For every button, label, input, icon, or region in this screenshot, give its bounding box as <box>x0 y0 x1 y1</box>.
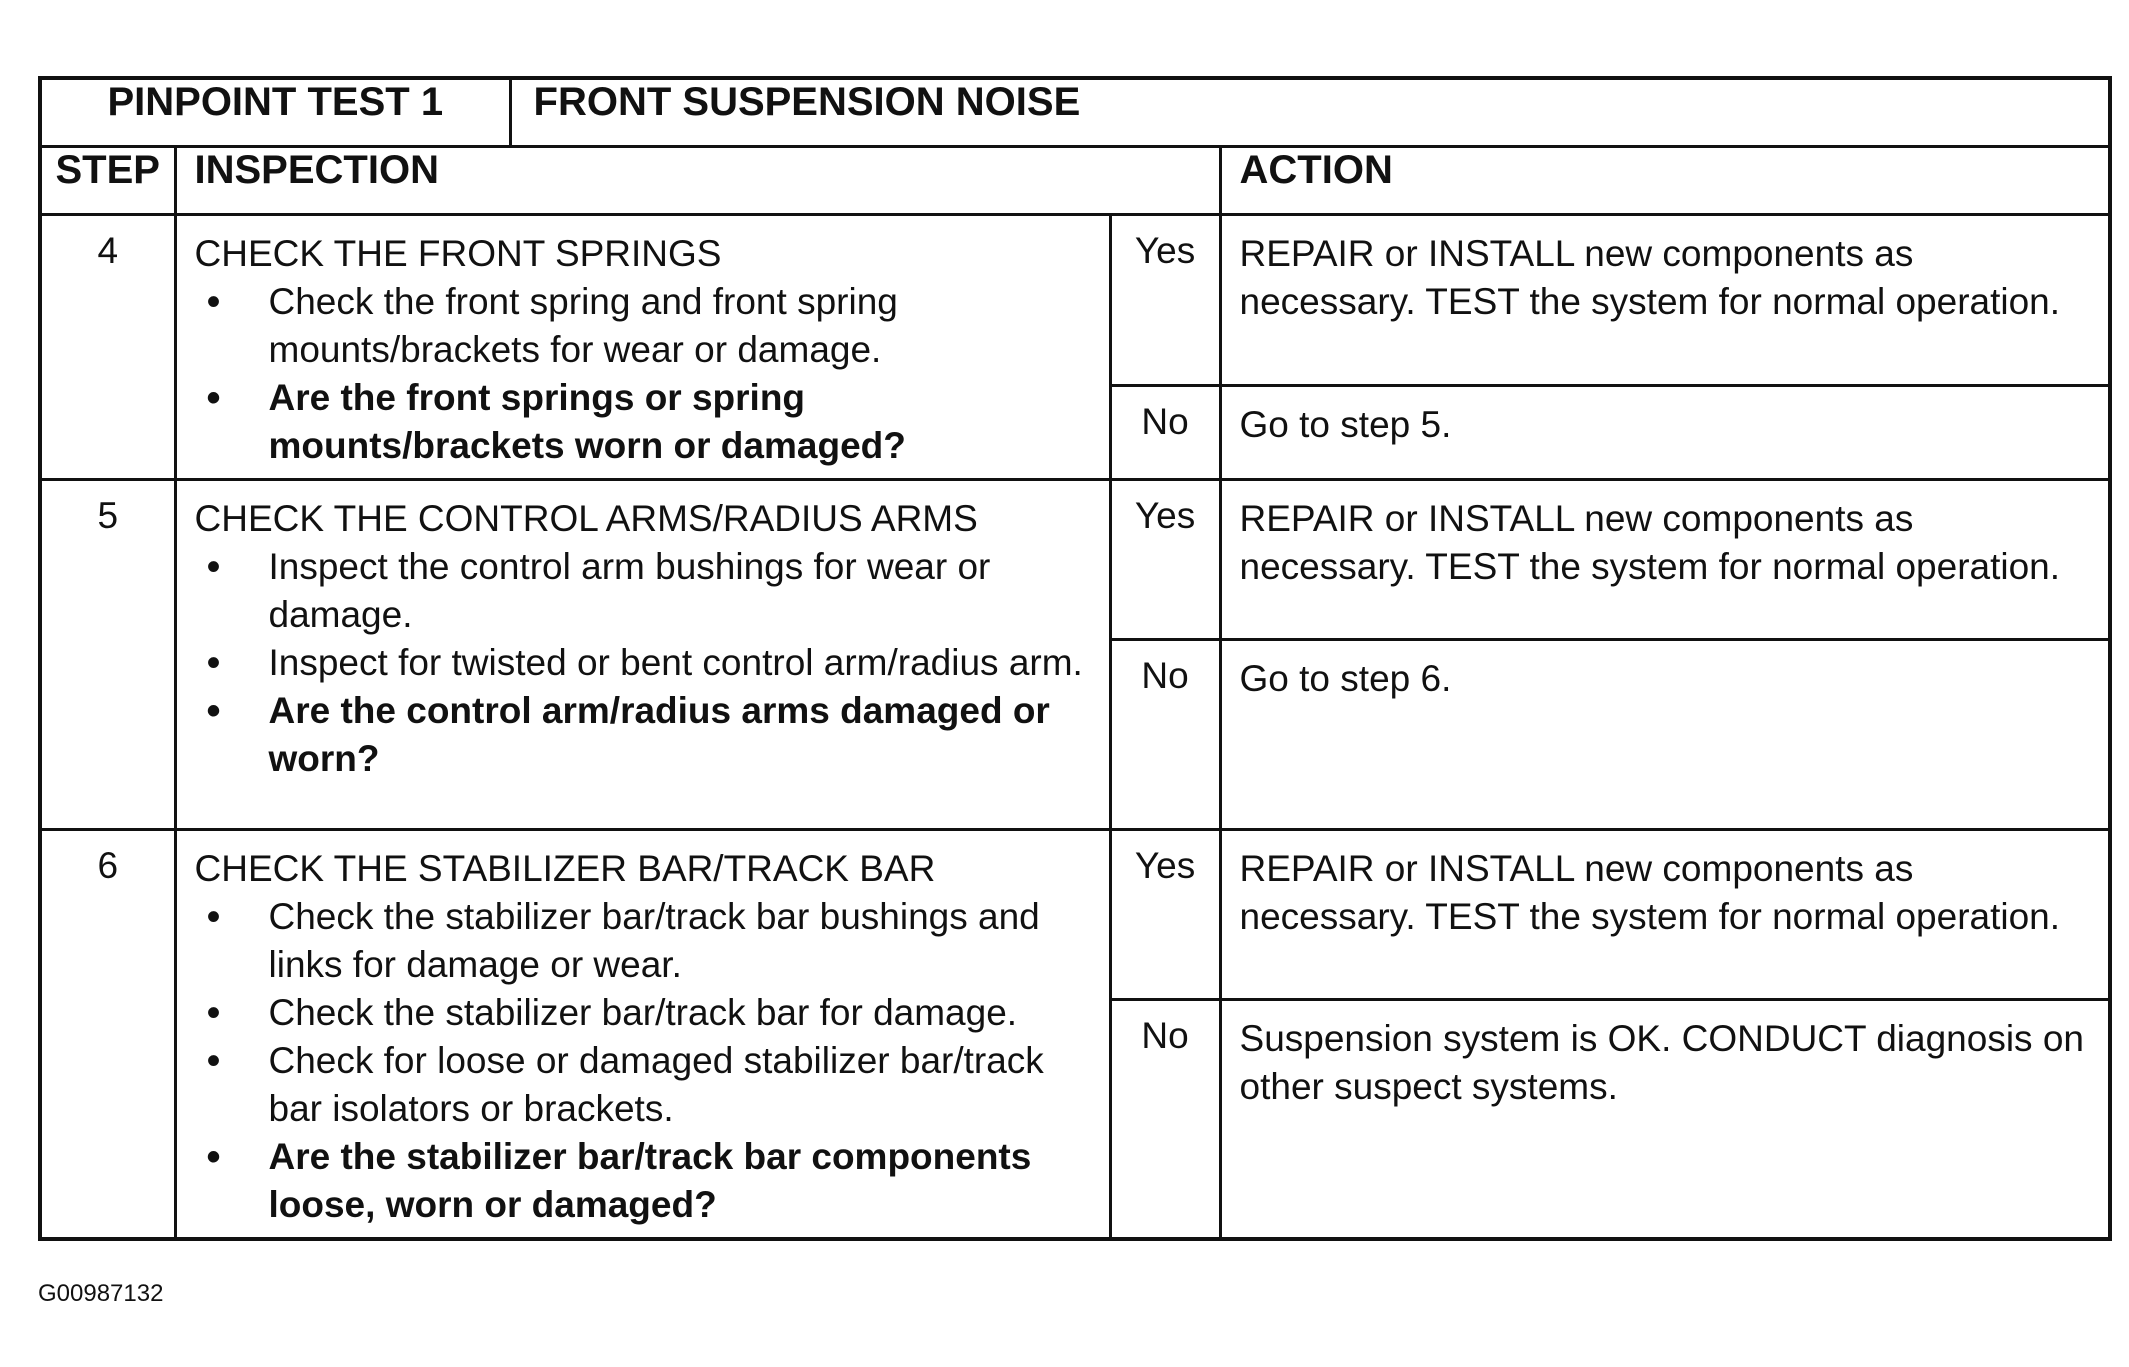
yes-action: REPAIR or INSTALL new components as necessary. TEST the system for normal operation. <box>1220 480 2110 640</box>
step-number: 5 <box>40 480 175 830</box>
yes-label: Yes <box>1110 215 1220 386</box>
inspection-bullets <box>195 278 1097 470</box>
step-number: 4 <box>40 215 175 480</box>
column-header-inspection: INSPECTION <box>175 147 1220 215</box>
inspection-bullet: • Check the front spring and front spring mounts/brackets for wear or damage. <box>195 278 1097 374</box>
no-action: Go to step 5. <box>1220 385 2110 479</box>
yes-action: REPAIR or INSTALL new components as necessary. TEST the system for normal operation. <box>1220 215 2110 386</box>
step-6-yes-row <box>40 830 2110 1000</box>
inspection-bullets <box>195 893 1097 1229</box>
inspection-bullet: • Inspect for twisted or bent control arm/radius arm. <box>195 639 1097 687</box>
figure-id: G00987132 <box>38 1280 164 1307</box>
step-4-yes-row <box>40 215 2110 386</box>
column-header-action: ACTION <box>1220 147 2110 215</box>
yes-action: REPAIR or INSTALL new components as necessary. TEST the system for normal operation. <box>1220 830 2110 1000</box>
pinpoint-test-table <box>38 76 2112 1241</box>
step-inspection <box>175 480 1110 830</box>
column-header-row <box>40 147 2110 215</box>
inspection-title: CHECK THE STABILIZER BAR/TRACK BAR <box>194 848 936 889</box>
inspection-question: • Are the stabilizer bar/track bar components loose, worn or damaged? <box>195 1133 1097 1229</box>
test-title: FRONT SUSPENSION NOISE <box>510 78 2110 147</box>
step-5-yes-row <box>40 480 2110 640</box>
inspection-bullet: • Check for loose or damaged stabilizer bar/track bar isolators or brackets. <box>195 1037 1097 1133</box>
no-action: Suspension system is OK. CONDUCT diagnosis on other suspect systems. <box>1220 999 2110 1239</box>
inspection-bullets <box>195 543 1097 783</box>
column-header-step: STEP <box>40 147 175 215</box>
inspection-title: CHECK THE CONTROL ARMS/RADIUS ARMS <box>194 498 978 539</box>
inspection-bullet: • Check the stabilizer bar/track bar for damage. <box>195 989 1097 1037</box>
step-number: 6 <box>40 830 175 1240</box>
no-label: No <box>1110 999 1220 1239</box>
test-label: PINPOINT TEST 1 <box>40 78 510 147</box>
no-label: No <box>1110 385 1220 479</box>
no-label: No <box>1110 640 1220 830</box>
step-inspection <box>175 215 1110 480</box>
yes-label: Yes <box>1110 480 1220 640</box>
no-action: Go to step 6. <box>1220 640 2110 830</box>
title-row <box>40 78 2110 147</box>
step-inspection <box>175 830 1110 1240</box>
inspection-title: CHECK THE FRONT SPRINGS <box>194 233 722 274</box>
inspection-question: • Are the control arm/radius arms damaged or worn? <box>195 687 1097 783</box>
yes-label: Yes <box>1110 830 1220 1000</box>
inspection-bullet: • Check the stabilizer bar/track bar bushings and links for damage or wear. <box>195 893 1097 989</box>
inspection-bullet: • Inspect the control arm bushings for wear or damage. <box>195 543 1097 639</box>
inspection-question: • Are the front springs or spring mounts/brackets worn or damaged? <box>195 374 1097 470</box>
